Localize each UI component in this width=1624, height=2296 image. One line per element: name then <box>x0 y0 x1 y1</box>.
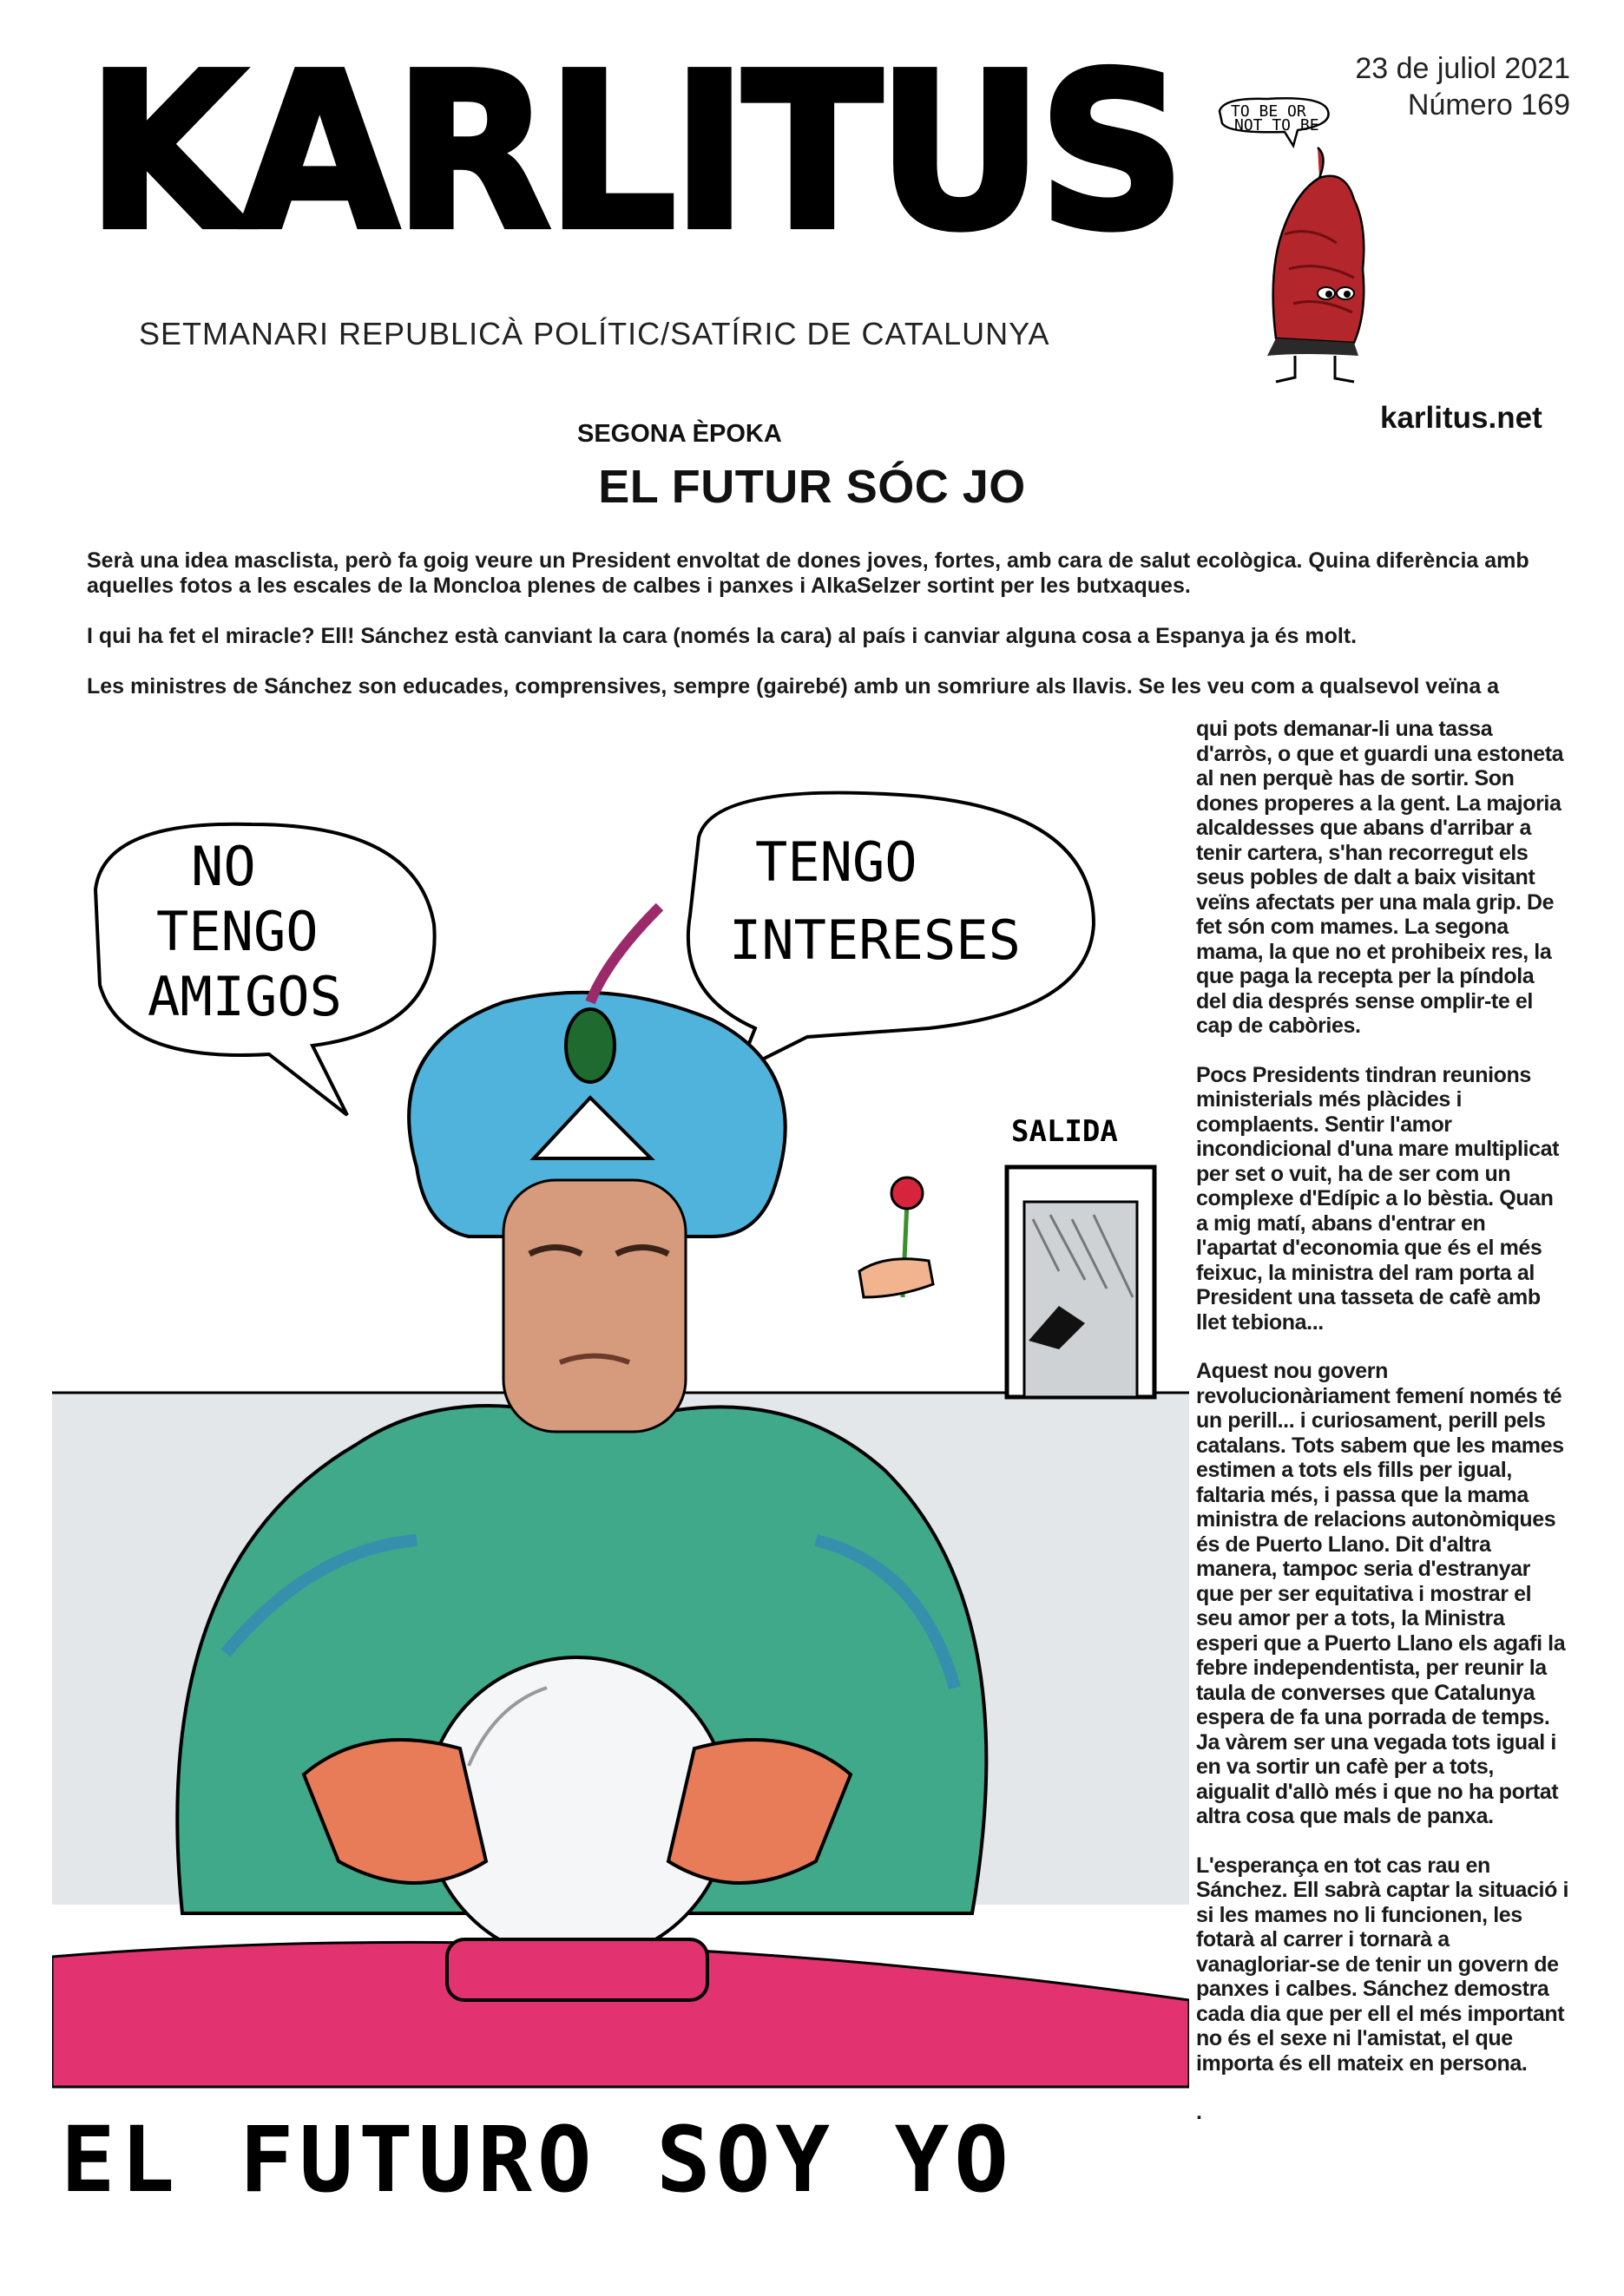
masthead <box>87 27 1189 448</box>
door-sign: SALIDA <box>1011 1114 1118 1149</box>
website-link[interactable]: karlitus.net <box>1380 401 1542 435</box>
intro-paragraph: Les ministres de Sánchez son educades, comprensives, sempre (gairebé) amb un somriure als llavis. Se les veu com a qualsevol veïna a <box>87 674 1500 699</box>
bubble-left-line-2: TENGO <box>156 900 319 963</box>
issue-date: 23 de juliol 2021 <box>1355 52 1570 85</box>
cartoon-caption: EL FUTURO SOY YO <box>61 2107 1014 2213</box>
mascot-illustration <box>1215 95 1406 390</box>
cartoon-illustration <box>52 785 1189 2234</box>
column-paragraph: qui pots demanar-li una tassa d'arròs, o que et guardi una estoneta al nen perquè has de sortir. Son dones properes a la gent. La majoria alcaldesses que abans d'arribar a tenir cartera, s'han recorregut els seus pobles de dalt a baix visitant veïns afectats per una mala grip. De fet són com mames. La segona mama, la que no et prohibeix res, la que paga la recepta per la píndola del dia després sense omplir-te el cap de cabòries. <box>1196 717 1564 1038</box>
article-column <box>1196 717 1569 2149</box>
intro-paragraph: Serà una idea masclista, però fa goig veure un President envoltat de dones joves, fortes, amb cara de salut ecològica. Quina diferència amb aquelles fotos a les escales de la Moncloa plenes de calbes i panxes i AlkaSelzer sortint per les butxaques. <box>87 548 1529 598</box>
article-headline: EL FUTUR SÓC JO <box>598 461 1026 513</box>
mascot-bubble-line-1: TO BE OR <box>1231 102 1306 121</box>
column-paragraph: Aquest nou govern revolucionàriament femení només té un perill... i curiosament, perill pels catalans. Tots sabem que les mames estimen a tots els fills per igual, faltaria més, i passa que la mama ministra de relacions autonòmiques és de Puerto Llano. Dit d'altra manera, tampoc seria d'estranyar que per ser equitativa i mostrar el seu amor per a tots, la Ministra esperi que a Puerto Llano els agafi la febre independentista, per reunir la taula de converses que Catalunya espera de fa una porrada de temps. Ja vàrem ser una vegada tots igual i en va sortir un cafè per a tots, aigualit d'allò més i que no ha portat altra cosa que mals de panxa. <box>1196 1359 1566 1828</box>
bubble-left-line-1: NO <box>191 835 256 898</box>
column-paragraph: L'esperança en tot cas rau en Sánchez. Ell sabrà captar la situació i si les mames no li funcionen, les fotarà al carrer i tornarà a vanagloriar-se de tenir un govern de panxes i calbes. Sánchez demostra cada dia que per ell el més important no és el sexe ni l'amistat, el que importa és ell mateix en persona. <box>1196 1853 1569 2076</box>
issue-number: Número 169 <box>1407 89 1570 121</box>
newspaper-subtitle: SETMANARI REPUBLICÀ POLÍTIC/SATÍRIC DE CATALUNYA <box>139 316 1050 351</box>
bubble-left-line-3: AMIGOS <box>148 965 342 1028</box>
intro-paragraph: I qui ha fet el miracle? Ell! Sánchez està canviant la cara (només la cara) al país i canviar alguna cosa a Espanya ja és molt. <box>87 624 1358 648</box>
mascot-bubble-line-2: NOT TO BE <box>1234 116 1319 134</box>
column-paragraph: . <box>1196 2100 1202 2124</box>
edition-label: SEGONA ÈPOKA <box>577 420 782 448</box>
article-intro <box>87 548 1545 725</box>
newspaper-logo: KARLITUS <box>87 27 1181 278</box>
column-paragraph: Pocs Presidents tindran reunions ministerials més plàcides i complaents. Sentir l'amor incondicional d'una mare multiplicat per set o vuit, ha de ser com un complexe d'Edípic a lo bèstia. Quan a mig matí, abans d'entrar en l'apartat d'economia que és el més feixuc, la ministra del ram porta al President una tasseta de cafè amb llet tebiona... <box>1196 1062 1559 1335</box>
bubble-right-line-2: INTERESES <box>729 909 1021 972</box>
bubble-right-line-1: TENGO <box>755 830 917 894</box>
